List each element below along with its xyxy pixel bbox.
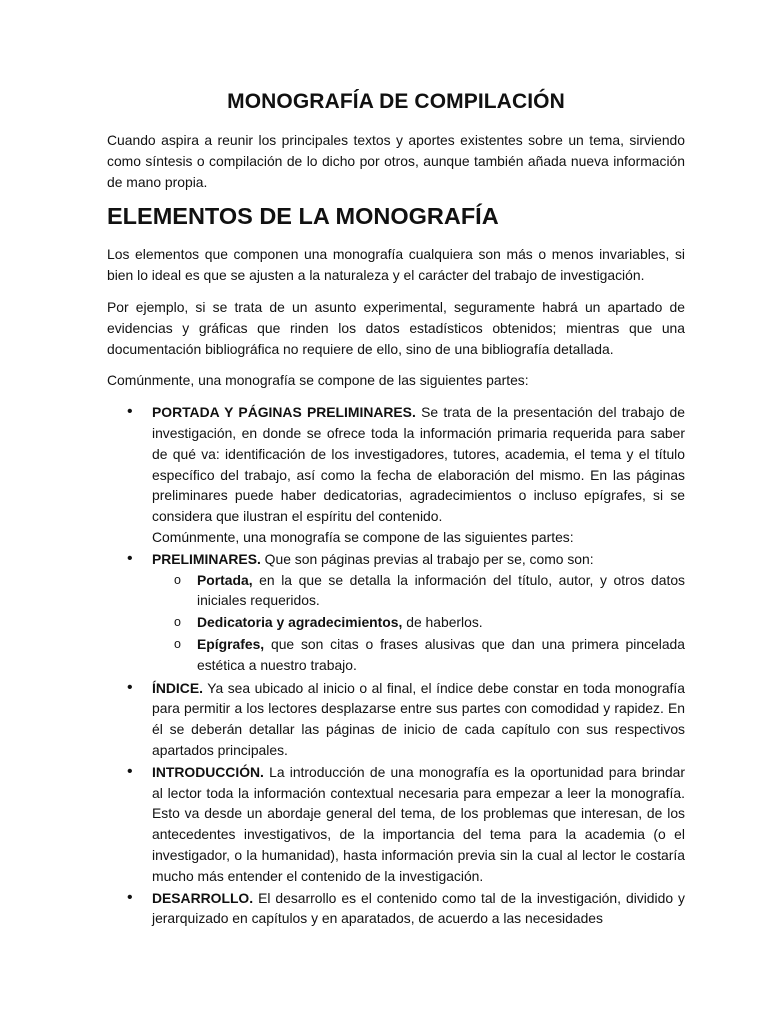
list-item-term: ÍNDICE. bbox=[152, 679, 203, 696]
list-item-term: DESARROLLO. bbox=[152, 889, 254, 906]
paragraph-2: Por ejemplo, si se trata de un asunto experimental, seguramente habrá un apartado de evidencias y gráficas que rinden los datos estadísticos obtenidos; mientras que una documentación bibliográfica no requiere de ello, sino de una bibliografía detallada. bbox=[107, 298, 685, 357]
sublist-item-portada bbox=[152, 570, 685, 612]
paragraph-1: Los elementos que componen una monografía cualquiera son más o menos invariables, si bien lo ideal es que se ajusten a la naturaleza y el carácter del trabajo de investigación. bbox=[107, 246, 685, 284]
sublist-item-text: de haberlos. bbox=[402, 614, 483, 631]
intro-paragraph: Cuando aspira a reunir los principales textos y aportes existentes sobre un tema, sirviendo como síntesis o compilación de lo dicho por otros, aunque también añada nueva información de mano propia. bbox=[107, 132, 685, 190]
sublist-item-text: en la que se detalla la información del título, autor, y otros datos iniciales requeridos. bbox=[197, 571, 685, 609]
sublist-item-dedicatoria bbox=[152, 612, 685, 633]
sublist-item-epigrafes bbox=[152, 634, 685, 676]
document-title: MONOGRAFÍA DE COMPILACIÓN bbox=[227, 90, 565, 113]
parts-list bbox=[107, 402, 685, 929]
sublist-item-term: Portada, bbox=[197, 571, 253, 588]
list-item-text: Ya sea ubicado al inicio o al final, el índice debe constar en toda monografía para permitir a los lectores desplazarse entre sus partes con comodidad y rapidez. En él se deberán detallar las páginas de inicio de cada capítulo con sus respectivos apartados principales. bbox=[152, 679, 685, 758]
list-item-preliminares bbox=[107, 549, 685, 676]
list-item-introduccion bbox=[107, 762, 685, 887]
list-item-text: La introducción de una monografía es la oportunidad para brindar al lector toda la información contextual necesaria para empezar a leer la monografía. Esto va desde un abordaje general del tema, de los problemas que interesan, de los antecedentes investigativos, de la importancia del tema para la academia (o el investigador, o la humanidad), hasta información previa sin la cual al lector le costaría mucho más entender el contenido de la investigación. bbox=[152, 763, 685, 884]
list-item-note: Comúnmente, una monografía se compone de las siguientes partes: bbox=[152, 528, 574, 545]
preliminares-sublist bbox=[152, 570, 685, 676]
list-item-text: Se trata de la presentación del trabajo de investigación, en donde se ofrece toda la información primaria requerida para saber de qué va: identificación de los investigadores, tutores, academia, el tema y el título específico del trabajo, así como la fecha de elaboración del mismo. En las páginas preliminares puede haber dedicatorias, agradecimientos o incluso epígrafes, si se considera que ilustran el espíritu del contenido. bbox=[152, 404, 685, 525]
list-item-term: INTRODUCCIÓN. bbox=[152, 763, 264, 780]
paragraph-3: Comúnmente, una monografía se compone de las siguientes partes: bbox=[107, 372, 529, 389]
list-item-term: PORTADA Y PÁGINAS PRELIMINARES. bbox=[152, 404, 416, 421]
section-heading: ELEMENTOS DE LA MONOGRAFÍA bbox=[107, 203, 499, 230]
sublist-item-term: Dedicatoria y agradecimientos, bbox=[197, 614, 403, 631]
list-item-text: Que son páginas previas al trabajo per se, como son: bbox=[260, 550, 594, 567]
sublist-item-text: que son citas o frases alusivas que dan una primera pincelada estética a nuestro trabajo. bbox=[197, 635, 685, 673]
list-item-term: PRELIMINARES. bbox=[152, 550, 261, 567]
list-item-text: El desarrollo es el contenido como tal de la investigación, dividido y jerarquizado en capítulos y en aparatados, de acuerdo a las necesidades bbox=[152, 889, 685, 927]
list-item-indice bbox=[107, 678, 685, 761]
sublist-item-term: Epígrafes, bbox=[197, 635, 265, 652]
list-item-desarrollo bbox=[107, 888, 685, 930]
list-item-portada bbox=[107, 402, 685, 548]
